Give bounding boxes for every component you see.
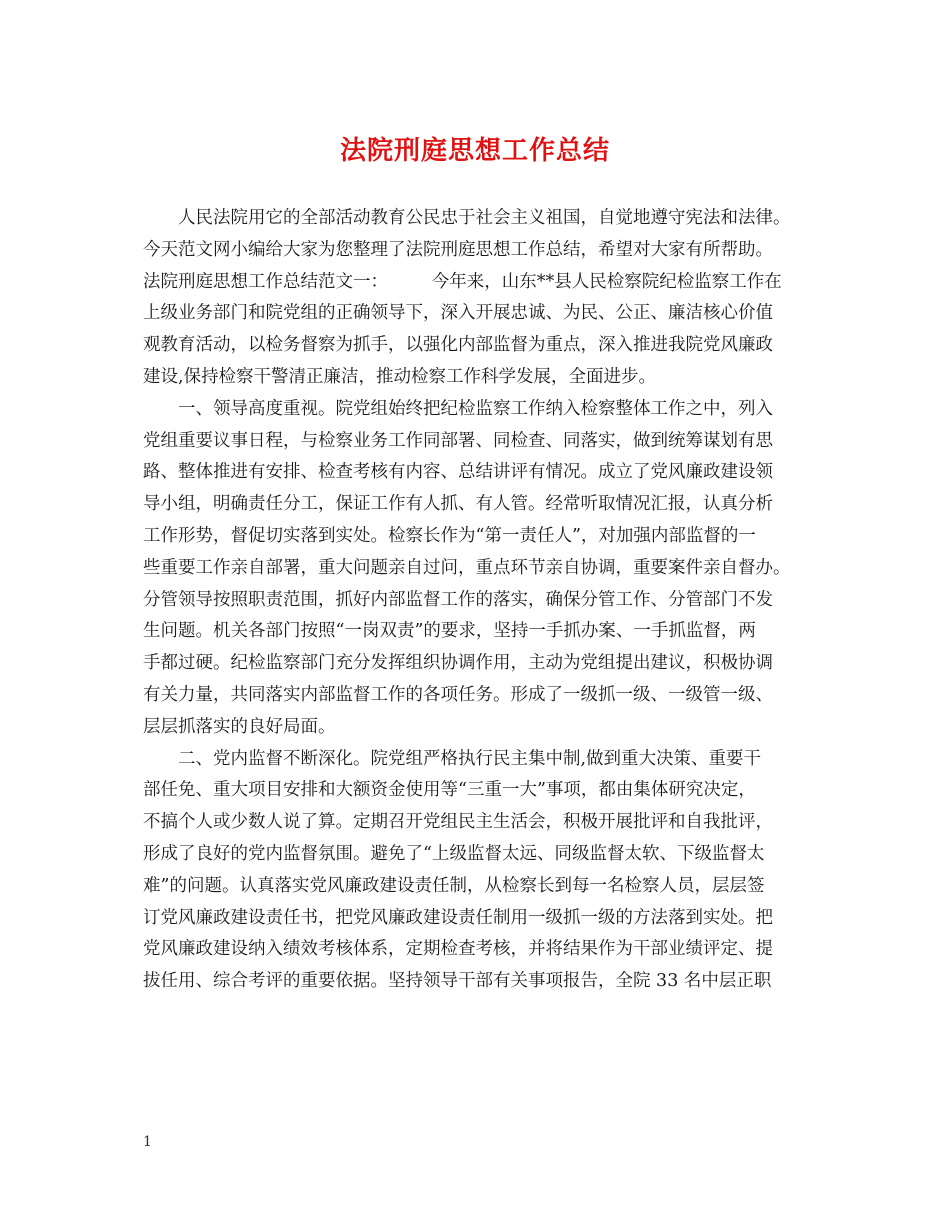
text-line: 分管领导按照职责范围，抓好内部监督工作的落实，确保分管工作、分管部门不发 [143,589,773,610]
text-line: 导小组，明确责任分工，保证工作有人抓、有人管。经常听取情况汇报，认真分析 [143,494,773,515]
text-line: 上级业务部门和院党组的正确领导下，深入开展忠诚、为民、公正、廉洁核心价值 [143,303,773,324]
text-line: 拔任用、综合考评的重要依据。坚持领导干部有关事项报告，全院 33 名中层正职 [143,971,772,992]
text-line: 党风廉政建设纳入绩效考核体系，定期检查考核，并将结果作为干部业绩评定、提 [143,939,773,960]
text-line: 难”的问题。认真落实党风廉政建设责任制，从检察长到每一名检察人员，层层签 [143,875,765,896]
text-line: 工作形势，督促切实落到实处。检察长作为“第一责任人”，对加强内部监督的一 [143,525,756,546]
text-line: 一、领导高度重视。院党组始终把纪检监察工作纳入检察整体工作之中，列入 [178,398,773,419]
page-number: 1 [143,1134,152,1150]
text-line: 订党风廉政建设责任书，把党风廉政建设责任制用一级抓一级的方法落到实处。把 [143,907,773,928]
text-line: 人民法院用它的全部活动教育公民忠于社会主义祖国，自觉地遵守宪法和法律。 [178,208,791,228]
text-line: 部任免、重大项目安排和大额资金使用等“三重一大”事项，都由集体研究决定， [143,780,756,801]
text-line: 观教育活动，以检务督察为抓手，以强化内部监督为重点，深入推进我院党风廉政 [143,335,773,356]
text-line: 形成了良好的党内监督氛围。避免了“上级监督太远、同级监督太软、下级监督太 [143,843,765,864]
text-line: 党组重要议事日程，与检察业务工作同部署、同检查、同落实，做到统筹谋划有思 [143,430,773,451]
text-line: 今天范文网小编给大家为您整理了法院刑庭思想工作总结，希望对大家有所帮助。 [143,239,773,260]
text-line: 路、整体推进有安排、检查考核有内容、总结讲评有情况。成立了党风廉政建设领 [143,462,773,483]
text-line: 不搞个人或少数人说了算。定期召开党组民主生活会，积极开展批评和自我批评， [143,812,773,833]
text-line: 有关力量，共同落实内部监督工作的各项任务。形成了一级抓一级、一级管一级、 [143,684,773,705]
document-body [143,203,815,998]
text-line: 生问题。机关各部门按照“一岗双责”的要求，坚持一手抓办案、一手抓监督，两 [143,621,756,642]
text-line: 层层抓落实的良好局面。 [143,716,336,737]
text-line: 二、党内监督不断深化。院党组严格执行民主集中制,做到重大决策、重要干 [178,748,762,769]
text-line: 手都过硬。纪检监察部门充分发挥组织协调作用，主动为党组提出建议，积极协调 [143,653,773,674]
text-line: 建设,保持检察干警清正廉洁，推动检察工作科学发展，全面进步。 [143,366,657,387]
text-line: 法院刑庭思想工作总结范文一： 今年来，山东**县人民检察院纪检监察工作在 [143,271,782,292]
document-title: 法院刑庭思想工作总结 [339,136,610,166]
text-line: 些重要工作亲自部署，重大问题亲自过问，重点环节亲自协调，重要案件亲自督办。 [143,557,791,578]
